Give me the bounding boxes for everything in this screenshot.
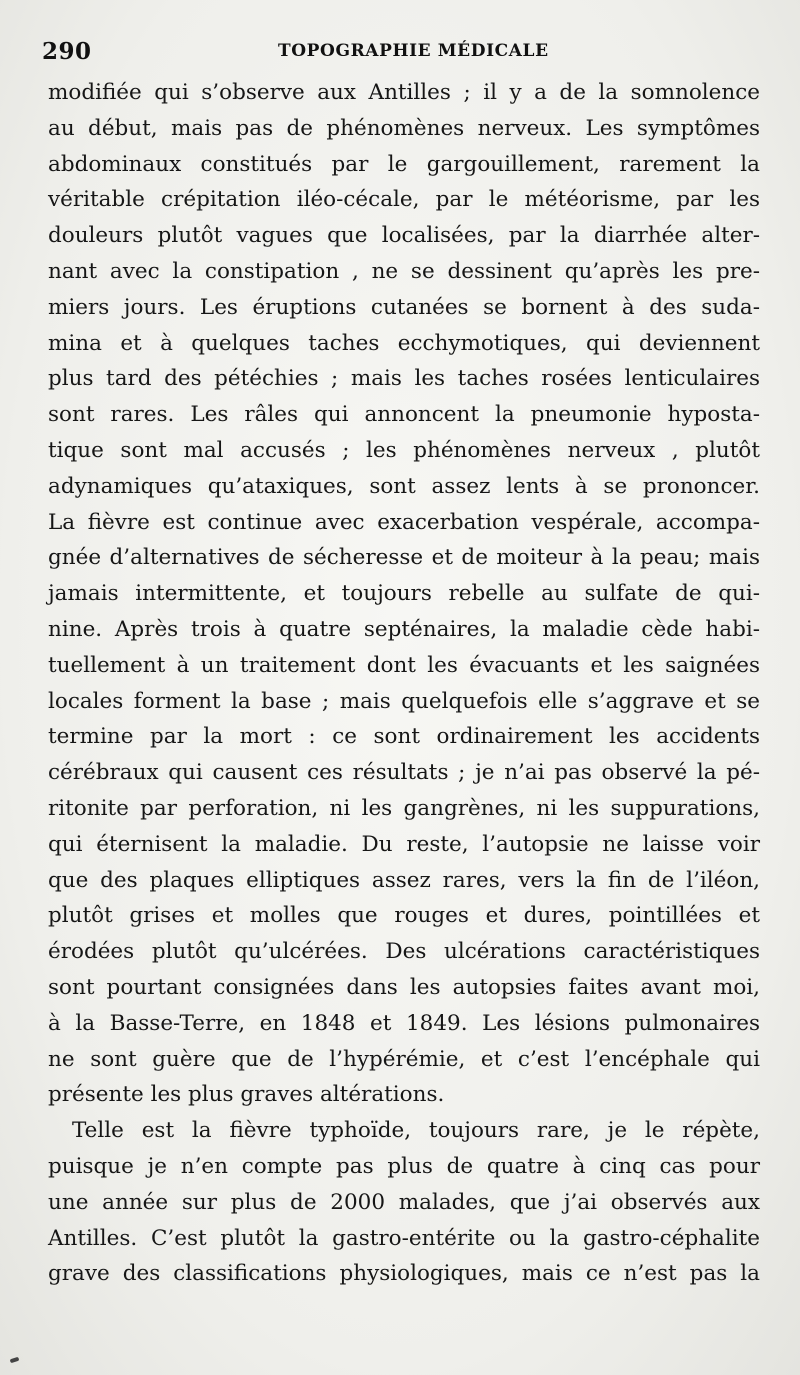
body-text — [48, 75, 760, 1292]
text-line: grave des classifications physiologiques, mais ce n’est pas la — [48, 1261, 760, 1287]
text-line: jamais intermittente, et toujours rebelle au sulfate de qui- — [48, 581, 760, 607]
text-line: tuellement à un traitement dont les évacuants et les saignées — [48, 652, 760, 678]
text-line: nant avec la constipation , ne se dessinent qu’après les pre- — [48, 258, 760, 284]
text-line: ne sont guère que de l’hypérémie, et c’est l’encéphale qui — [48, 1046, 760, 1072]
page-number: 290 — [42, 38, 92, 65]
text-line: mina et à quelques taches ecchymotiques, qui deviennent — [48, 330, 760, 356]
text-line: cérébraux qui causent ces résultats ; je n’ai pas observé la pé- — [48, 760, 760, 786]
text-line: douleurs plutôt vagues que localisées, par la diarrhée alter- — [48, 223, 760, 249]
text-line: gnée d’alternatives de sécheresse et de moiteur à la peau; mais — [48, 545, 760, 571]
text-line: modifiée qui s’observe aux Antilles ; il y a de la somnolence — [48, 80, 760, 105]
ink-speck — [10, 1357, 20, 1364]
text-line: Telle est la fièvre typhoïde, toujours rare, je le répète, — [72, 1118, 760, 1144]
text-line: abdominaux constitués par le gargouillement, rarement la — [48, 151, 760, 177]
text-line: puisque je n’en compte pas plus de quatre à cinq cas pour — [48, 1153, 760, 1179]
text-line: que des plaques elliptiques assez rares, vers la fin de l’iléon, — [48, 867, 760, 893]
text-line: miers jours. Les éruptions cutanées se bornent à des suda- — [48, 294, 760, 320]
text-line: véritable crépitation iléo-cécale, par le météorisme, par les — [48, 187, 760, 213]
text-line: plus tard des pétéchies ; mais les taches rosées lenticulaires — [48, 366, 760, 392]
text-line: sont rares. Les râles qui annoncent la pneumonie hyposta- — [48, 402, 760, 428]
text-line: à la Basse-Terre, en 1848 et 1849. Les lésions pulmonaires — [48, 1010, 760, 1036]
text-line: locales forment la base ; mais quelquefois elle s’aggrave et se — [48, 688, 760, 714]
page-header — [42, 38, 762, 72]
text-line: qui éternisent la maladie. Du reste, l’autopsie ne laisse voir — [48, 831, 760, 857]
text-line: érodées plutôt qu’ulcérées. Des ulcérations caractéristiques — [48, 939, 760, 965]
text-line: présente les plus graves altérations. — [48, 1082, 445, 1108]
text-line: au début, mais pas de phénomènes nerveux. Les symptômes — [48, 115, 760, 141]
text-line: nine. Après trois à quatre septénaires, la maladie cède habi- — [48, 616, 760, 642]
text-line: termine par la mort : ce sont ordinairement les accidents — [48, 724, 760, 750]
running-head: TOPOGRAPHIE MÉDICALE — [278, 41, 549, 61]
text-line: plutôt grises et molles que rouges et dures, pointillées et — [48, 903, 760, 929]
text-line: La fièvre est continue avec exacerbation vespérale, accompa- — [48, 509, 760, 535]
text-line: sont pourtant consignées dans les autopsies faites avant moi, — [48, 974, 760, 1000]
text-line: ritonite par perforation, ni les gangrènes, ni les suppurations, — [48, 795, 760, 821]
text-line: tique sont mal accusés ; les phénomènes nerveux , plutôt — [48, 437, 760, 463]
text-line: Antilles. C’est plutôt la gastro-entérite ou la gastro-céphalite — [48, 1225, 760, 1251]
text-line: une année sur plus de 2000 malades, que j’ai observés aux — [48, 1189, 760, 1215]
text-line: adynamiques qu’ataxiques, sont assez lents à se prononcer. — [48, 473, 760, 499]
